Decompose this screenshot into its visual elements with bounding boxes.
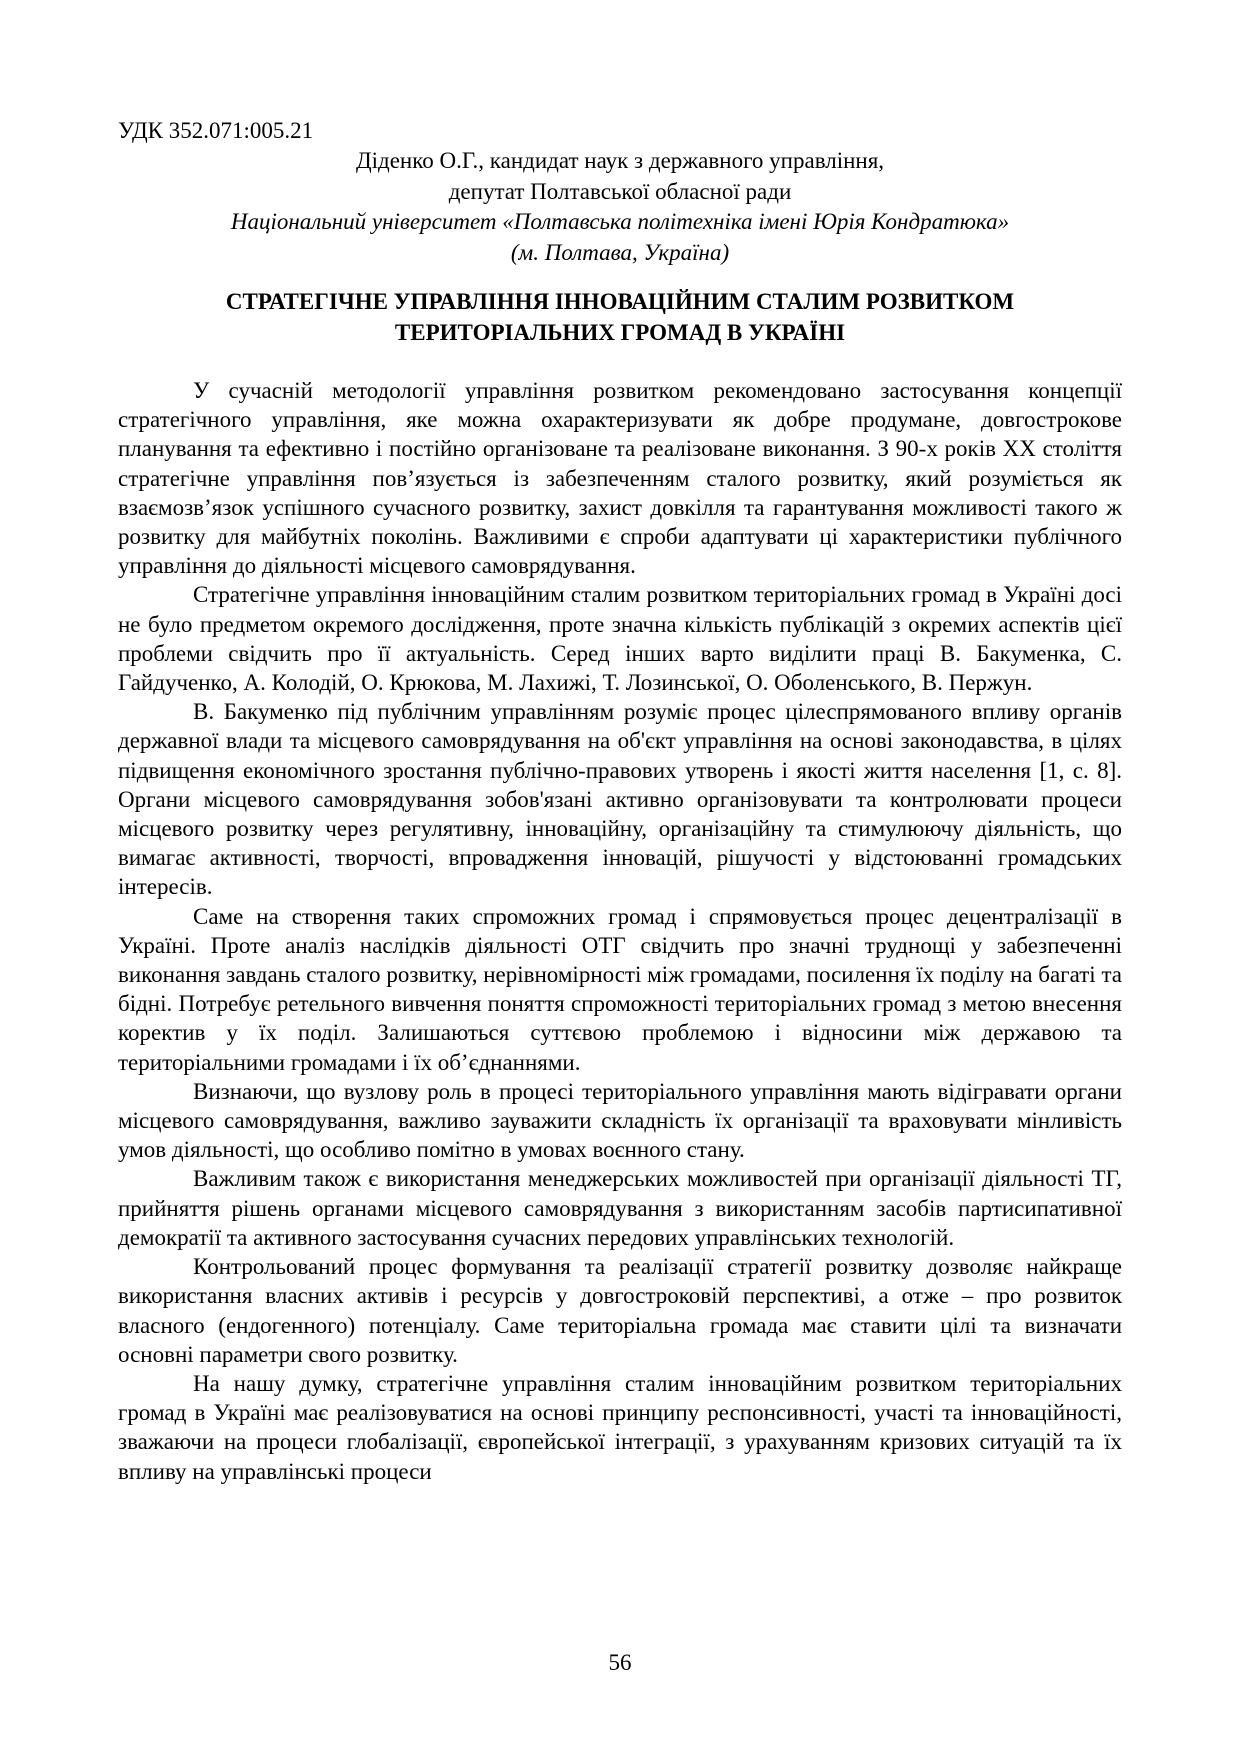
paragraph: На нашу думку, стратегічне управління сталим інноваційним розвитком територіальних громад в Україні має реалізовуватися на основі принципу респонсивності, участі та інноваційності, зважаючи на процеси глобалізації, європейської інтеграції, з урахуванням кризових ситуацій та їх впливу на управлінські процеси <box>118 1370 1122 1484</box>
author-position: депутат Полтавської обласної ради <box>448 178 792 204</box>
paragraph: Важливим також є використання менеджерських можливостей при організації діяльності ТГ, прийняття рішень органами місцевого самоврядування з використанням засобів партисипативної демократії та активного застосування сучасних передових управлінських технологій. <box>118 1166 1122 1250</box>
author-affiliation: Національний університет «Полтавська політехніка імені Юрія Кондратюка» <box>230 209 1010 234</box>
page-number: 56 <box>608 1650 632 1675</box>
author-name-degree: Діденко О.Г., кандидат наук з державного управління, <box>355 148 885 173</box>
article-title-line-2: ТЕРИТОРІАЛЬНИХ ГРОМАД В УКРАЇНІ <box>394 319 846 345</box>
paragraph: Контрольований процес формування та реалізації стратегії розвитку дозволяє найкраще використання власних активів і ресурсів у довгостроковій перспективі, а отже – про розвиток власного (ендогенного) потенціалу. Саме територіальна громада має ставити цілі та визначати основні параметри свого розвитку. <box>118 1254 1122 1367</box>
paragraph: Стратегічне управління інноваційним сталим розвитком територіальних громад в Україні досі не було предметом окремого дослідження, проте значна кількість публікацій з окремих аспектів цієї проблеми свідчить про її актуальність. Серед інших варто виділити праці В. Бакуменка, С. Гайдученко, А. Колодій, О. Крюкова, М. Лахижі, Т. Лозинської, О. Оболенського, В. Пержун. <box>118 582 1122 696</box>
paragraph: У сучасній методології управління розвитком рекомендовано застосування концепції стратегічного управління, яке можна охарактеризувати як добре продумане, довгострокове планування та ефективно і постійно організоване та реалізоване виконання. З 90-х років ХХ століття стратегічне управління пов’язується із забезпеченням сталого розвитку, який розуміється як взаємозв’язок успішного сучасного розвитку, захист довкілля та гарантування можливості такого ж розвитку для майбутніх поколінь. Важливими є спроби адаптувати ці характеристики публічного управління до діяльності місцевого самоврядування. <box>118 378 1122 579</box>
paragraph: В. Бакуменко під публічним управлінням розуміє процес цілеспрямованого впливу органів державної влади та місцевого самоврядування на об'єкт управління на основі законодавства, в цілях підвищення економічного зростання публічно-правових утворень і якості життя населення [1, с. 8]. Органи місцевого самоврядування зобов'язані активно організовувати та контролювати процеси місцевого розвитку через регулятивну, інноваційну, організаційну та стимулюючу діяльність, що вимагає активності, творчості, впровадження інновацій, рішучості у відстоюванні громадських інтересів. <box>118 699 1122 900</box>
author-block <box>118 146 1122 268</box>
article-title <box>118 287 1122 348</box>
article-body <box>118 376 1122 1486</box>
article-title-line-1: СТРАТЕГІЧНЕ УПРАВЛІННЯ ІННОВАЦІЙНИМ СТАЛИМ РОЗВИТКОМ <box>225 289 1015 314</box>
author-location: (м. Полтава, Україна) <box>510 239 730 265</box>
paragraph: Саме на створення таких спроможних громад і спрямовується процес децентралізації в Україні. Проте аналіз наслідків діяльності ОТГ свідчить про значні труднощі у забезпеченні виконання завдань сталого розвитку, нерівномірності між громадами, посилення їх поділу на багаті та бідні. Потребує ретельного вивчення поняття спроможності територіальних громад з метою внесення коректив у їх поділ. Залишаються суттєвою проблемою і відносини між державою та територіальними громадами і їх об’єднаннями. <box>118 903 1122 1075</box>
paragraph: Визнаючи, що вузлову роль в процесі територіального управління мають відігравати органи місцевого самоврядування, важливо зауважити складність їх організації та враховувати мінливість умов діяльності, що особливо помітно в умовах воєнного стану. <box>118 1078 1122 1163</box>
udc-code: УДК 352.071:005.21 <box>118 118 314 143</box>
